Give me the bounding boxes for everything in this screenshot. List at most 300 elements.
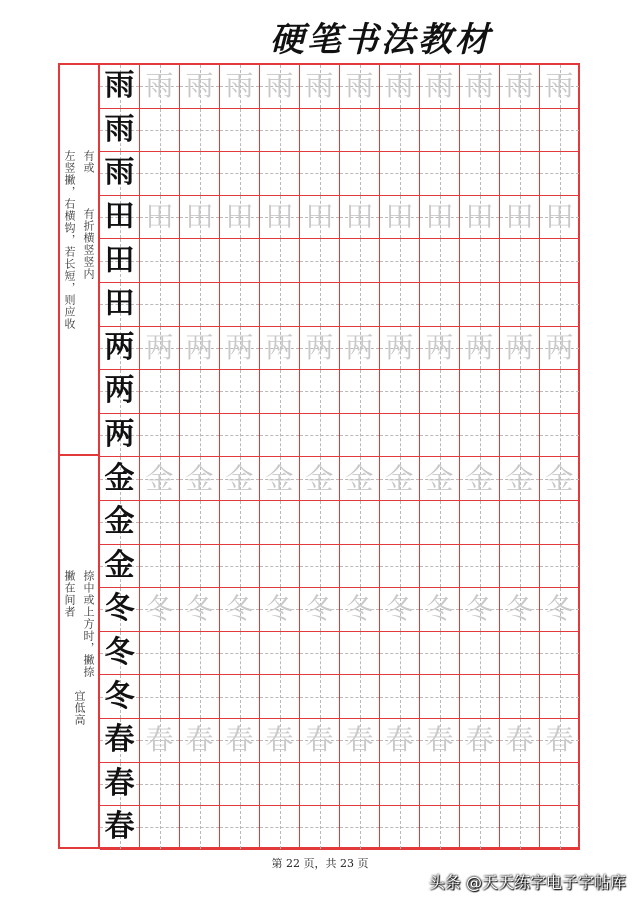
practice-cell	[220, 501, 260, 545]
model-cell	[100, 675, 140, 719]
trace-character: 春	[545, 723, 574, 757]
model-character: 雨	[104, 155, 135, 191]
page-title: 硬笔书法教材	[270, 20, 492, 60]
model-character: 冬	[104, 591, 135, 627]
practice-cell	[540, 239, 580, 283]
practice-cell	[180, 457, 220, 501]
practice-cell	[540, 675, 580, 719]
practice-cell	[180, 109, 220, 153]
practice-cell	[260, 675, 300, 719]
trace-character: 田	[345, 200, 374, 234]
practice-cell	[140, 109, 180, 153]
practice-cell	[300, 152, 340, 196]
trace-character: 两	[305, 330, 334, 364]
practice-cell	[300, 414, 340, 458]
practice-cell	[300, 763, 340, 807]
trace-character: 金	[385, 461, 414, 495]
practice-cell	[460, 370, 500, 414]
practice-cell	[140, 65, 180, 109]
practice-cell	[340, 283, 380, 327]
model-cell	[100, 152, 140, 196]
practice-row	[100, 588, 580, 632]
practice-cell	[140, 501, 180, 545]
model-cell	[100, 109, 140, 153]
trace-character: 金	[185, 461, 214, 495]
practice-cell	[420, 632, 460, 676]
practice-cell	[420, 239, 460, 283]
model-character: 金	[104, 460, 135, 496]
practice-cell	[460, 414, 500, 458]
practice-cell	[380, 632, 420, 676]
practice-cell	[140, 370, 180, 414]
practice-cell	[340, 109, 380, 153]
practice-cell	[380, 109, 420, 153]
tip-second-col-1: 捺中或上方时，撇捺	[82, 570, 95, 678]
practice-row	[100, 109, 580, 153]
practice-cell	[220, 65, 260, 109]
trace-character: 田	[385, 200, 414, 234]
practice-row	[100, 414, 580, 458]
practice-row	[100, 283, 580, 327]
practice-cell	[540, 370, 580, 414]
trace-character: 冬	[185, 592, 214, 626]
trace-character: 田	[465, 200, 494, 234]
trace-character: 田	[545, 200, 574, 234]
model-character: 两	[104, 373, 135, 409]
trace-character: 雨	[225, 69, 254, 103]
practice-cell	[500, 806, 540, 850]
practice-cell	[220, 283, 260, 327]
model-character: 田	[104, 286, 135, 322]
practice-cell	[540, 196, 580, 240]
trace-character: 冬	[305, 592, 334, 626]
practice-cell	[380, 588, 420, 632]
practice-cell	[260, 501, 300, 545]
practice-cell	[220, 196, 260, 240]
practice-cell	[540, 65, 580, 109]
practice-cell	[300, 588, 340, 632]
model-cell	[100, 370, 140, 414]
practice-cell	[340, 239, 380, 283]
trace-character: 春	[145, 723, 174, 757]
trace-character: 田	[145, 200, 174, 234]
practice-cell	[460, 457, 500, 501]
practice-cell	[260, 196, 300, 240]
practice-cell	[540, 501, 580, 545]
practice-cell	[300, 370, 340, 414]
model-character: 雨	[104, 68, 135, 104]
trace-character: 冬	[265, 592, 294, 626]
trace-character: 两	[425, 330, 454, 364]
practice-row	[100, 196, 580, 240]
trace-character: 春	[425, 723, 454, 757]
practice-cell	[300, 457, 340, 501]
trace-character: 田	[225, 200, 254, 234]
practice-cell	[380, 283, 420, 327]
model-cell	[100, 196, 140, 240]
trace-character: 金	[145, 461, 174, 495]
model-character: 雨	[104, 111, 135, 147]
practice-cell	[420, 719, 460, 763]
practice-row	[100, 65, 580, 109]
practice-cell	[380, 501, 420, 545]
trace-character: 冬	[145, 592, 174, 626]
practice-cell	[460, 152, 500, 196]
practice-cell	[420, 152, 460, 196]
practice-cell	[180, 414, 220, 458]
practice-cell	[340, 501, 380, 545]
trace-character: 冬	[465, 592, 494, 626]
practice-row	[100, 327, 580, 371]
trace-character: 金	[305, 461, 334, 495]
practice-cell	[460, 763, 500, 807]
practice-cell	[300, 283, 340, 327]
practice-cell	[420, 414, 460, 458]
practice-cell	[260, 109, 300, 153]
trace-character: 春	[505, 723, 534, 757]
practice-cell	[260, 763, 300, 807]
practice-cell	[500, 109, 540, 153]
practice-cell	[500, 675, 540, 719]
practice-row	[100, 806, 580, 850]
model-cell	[100, 501, 140, 545]
practice-cell	[380, 763, 420, 807]
practice-cell	[500, 632, 540, 676]
model-character: 春	[104, 722, 135, 758]
practice-cell	[420, 370, 460, 414]
model-cell	[100, 763, 140, 807]
practice-cell	[420, 675, 460, 719]
practice-cell	[300, 545, 340, 589]
practice-cell	[540, 632, 580, 676]
model-character: 金	[104, 504, 135, 540]
tip-first-col-1: 有或	[82, 150, 95, 174]
trace-character: 春	[265, 723, 294, 757]
trace-character: 两	[505, 330, 534, 364]
tip-first-col-3: 有折横竖竖内	[82, 208, 95, 280]
practice-cell	[180, 239, 220, 283]
practice-cell	[420, 65, 460, 109]
practice-row	[100, 457, 580, 501]
practice-cell	[140, 239, 180, 283]
practice-cell	[500, 65, 540, 109]
practice-cell	[340, 152, 380, 196]
practice-cell	[260, 239, 300, 283]
trace-character: 冬	[545, 592, 574, 626]
trace-character: 冬	[425, 592, 454, 626]
trace-character: 金	[425, 461, 454, 495]
practice-cell	[260, 719, 300, 763]
practice-cell	[180, 763, 220, 807]
practice-cell	[140, 457, 180, 501]
model-character: 春	[104, 765, 135, 801]
practice-cell	[300, 501, 340, 545]
model-cell	[100, 545, 140, 589]
practice-cell	[260, 545, 300, 589]
practice-cell	[260, 588, 300, 632]
practice-cell	[220, 675, 260, 719]
practice-cell	[500, 545, 540, 589]
trace-character: 金	[345, 461, 374, 495]
trace-character: 两	[185, 330, 214, 364]
practice-cell	[220, 719, 260, 763]
trace-character: 田	[425, 200, 454, 234]
tip-first-col-2: 左竖撇，右横钩，若长短，则应收	[63, 150, 76, 330]
practice-cell	[300, 109, 340, 153]
practice-cell	[340, 457, 380, 501]
practice-cell	[300, 632, 340, 676]
trace-character: 雨	[305, 69, 334, 103]
practice-cell	[260, 370, 300, 414]
practice-cell	[220, 632, 260, 676]
practice-cell	[260, 806, 300, 850]
practice-cell	[140, 675, 180, 719]
practice-row	[100, 675, 580, 719]
model-character: 两	[104, 329, 135, 365]
practice-cell	[380, 545, 420, 589]
model-cell	[100, 327, 140, 371]
practice-cell	[540, 588, 580, 632]
tip-second-col-3: 宜低高	[73, 690, 86, 726]
practice-cell	[420, 501, 460, 545]
practice-cell	[220, 152, 260, 196]
practice-cell	[420, 763, 460, 807]
practice-cell	[380, 327, 420, 371]
practice-cell	[340, 65, 380, 109]
practice-cell	[500, 588, 540, 632]
practice-cell	[460, 632, 500, 676]
trace-character: 春	[345, 723, 374, 757]
trace-character: 雨	[265, 69, 294, 103]
practice-cell	[180, 588, 220, 632]
practice-cell	[500, 370, 540, 414]
model-character: 田	[104, 242, 135, 278]
practice-cell	[340, 763, 380, 807]
trace-character: 两	[385, 330, 414, 364]
practice-cell	[380, 370, 420, 414]
practice-cell	[500, 501, 540, 545]
practice-cell	[460, 675, 500, 719]
model-cell	[100, 414, 140, 458]
trace-character: 雨	[545, 69, 574, 103]
practice-cell	[380, 196, 420, 240]
model-character: 冬	[104, 635, 135, 671]
practice-cell	[300, 719, 340, 763]
model-cell	[100, 457, 140, 501]
practice-cell	[420, 109, 460, 153]
practice-cell	[460, 545, 500, 589]
trace-character: 雨	[465, 69, 494, 103]
practice-cell	[340, 370, 380, 414]
trace-character: 金	[545, 461, 574, 495]
practice-cell	[220, 806, 260, 850]
practice-cell	[540, 152, 580, 196]
practice-cell	[460, 65, 500, 109]
practice-cell	[140, 806, 180, 850]
trace-character: 春	[465, 723, 494, 757]
trace-character: 冬	[505, 592, 534, 626]
practice-cell	[500, 239, 540, 283]
practice-cell	[380, 65, 420, 109]
practice-cell	[420, 327, 460, 371]
practice-row	[100, 763, 580, 807]
practice-row	[100, 152, 580, 196]
section-divider	[58, 454, 100, 456]
model-character: 两	[104, 417, 135, 453]
practice-cell	[460, 588, 500, 632]
watermark: 头条 @天天练字电子字帖库	[428, 873, 626, 892]
practice-cell	[140, 196, 180, 240]
trace-character: 金	[505, 461, 534, 495]
practice-cell	[340, 588, 380, 632]
practice-cell	[180, 545, 220, 589]
practice-cell	[180, 196, 220, 240]
model-cell	[100, 806, 140, 850]
trace-character: 春	[185, 723, 214, 757]
practice-cell	[220, 763, 260, 807]
practice-cell	[260, 152, 300, 196]
practice-cell	[500, 196, 540, 240]
trace-character: 冬	[345, 592, 374, 626]
model-cell	[100, 283, 140, 327]
practice-cell	[180, 370, 220, 414]
practice-cell	[260, 632, 300, 676]
practice-cell	[500, 152, 540, 196]
practice-cell	[220, 588, 260, 632]
trace-character: 田	[185, 200, 214, 234]
practice-cell	[300, 675, 340, 719]
practice-cell	[380, 239, 420, 283]
trace-character: 两	[265, 330, 294, 364]
practice-cell	[540, 763, 580, 807]
practice-cell	[500, 283, 540, 327]
practice-cell	[380, 414, 420, 458]
practice-cell	[140, 327, 180, 371]
trace-character: 春	[225, 723, 254, 757]
practice-cell	[340, 806, 380, 850]
practice-cell	[220, 327, 260, 371]
practice-cell	[420, 196, 460, 240]
practice-cell	[540, 545, 580, 589]
model-character: 金	[104, 547, 135, 583]
practice-cell	[460, 501, 500, 545]
practice-cell	[220, 370, 260, 414]
practice-cell	[220, 239, 260, 283]
trace-character: 两	[345, 330, 374, 364]
practice-cell	[340, 545, 380, 589]
model-cell	[100, 65, 140, 109]
trace-character: 雨	[425, 69, 454, 103]
practice-cell	[140, 588, 180, 632]
practice-row	[100, 632, 580, 676]
practice-cell	[540, 806, 580, 850]
practice-cell	[260, 327, 300, 371]
page-footer: 第 22 页，共 23 页	[271, 857, 369, 870]
trace-character: 雨	[345, 69, 374, 103]
practice-cell	[180, 675, 220, 719]
practice-cell	[500, 327, 540, 371]
practice-cell	[340, 675, 380, 719]
practice-cell	[140, 763, 180, 807]
practice-cell	[180, 65, 220, 109]
trace-character: 雨	[145, 69, 174, 103]
practice-cell	[140, 414, 180, 458]
practice-cell	[180, 283, 220, 327]
practice-cell	[460, 283, 500, 327]
practice-cell	[140, 152, 180, 196]
practice-cell	[460, 196, 500, 240]
practice-cell	[500, 763, 540, 807]
trace-character: 雨	[505, 69, 534, 103]
model-cell	[100, 719, 140, 763]
trace-character: 金	[225, 461, 254, 495]
practice-cell	[220, 109, 260, 153]
practice-cell	[180, 806, 220, 850]
trace-character: 冬	[385, 592, 414, 626]
trace-character: 两	[545, 330, 574, 364]
practice-cell	[300, 65, 340, 109]
practice-cell	[140, 283, 180, 327]
model-character: 冬	[104, 678, 135, 714]
practice-cell	[340, 719, 380, 763]
practice-cell	[420, 806, 460, 850]
practice-row	[100, 370, 580, 414]
practice-cell	[340, 327, 380, 371]
practice-cell	[460, 327, 500, 371]
practice-cell	[300, 806, 340, 850]
model-cell	[100, 632, 140, 676]
practice-cell	[420, 283, 460, 327]
practice-cell	[180, 719, 220, 763]
practice-cell	[220, 545, 260, 589]
trace-character: 春	[385, 723, 414, 757]
trace-character: 冬	[225, 592, 254, 626]
practice-cell	[140, 719, 180, 763]
practice-cell	[540, 109, 580, 153]
practice-cell	[220, 457, 260, 501]
practice-cell	[220, 414, 260, 458]
tip-second-col-2: 撇在间者	[63, 570, 76, 618]
practice-cell	[340, 632, 380, 676]
trace-character: 田	[505, 200, 534, 234]
practice-cell	[420, 457, 460, 501]
model-cell	[100, 239, 140, 283]
practice-cell	[380, 675, 420, 719]
practice-cell	[540, 457, 580, 501]
practice-cell	[500, 414, 540, 458]
practice-cell	[540, 414, 580, 458]
practice-cell	[380, 719, 420, 763]
practice-cell	[300, 327, 340, 371]
model-cell	[100, 588, 140, 632]
practice-row	[100, 501, 580, 545]
trace-character: 两	[145, 330, 174, 364]
model-character: 春	[104, 809, 135, 845]
trace-character: 金	[465, 461, 494, 495]
practice-cell	[260, 65, 300, 109]
trace-character: 雨	[185, 69, 214, 103]
practice-cell	[180, 632, 220, 676]
practice-cell	[260, 457, 300, 501]
practice-cell	[500, 457, 540, 501]
trace-character: 两	[225, 330, 254, 364]
model-character: 田	[104, 199, 135, 235]
practice-cell	[180, 501, 220, 545]
practice-cell	[340, 196, 380, 240]
trace-character: 田	[305, 200, 334, 234]
practice-cell	[540, 719, 580, 763]
practice-cell	[260, 283, 300, 327]
